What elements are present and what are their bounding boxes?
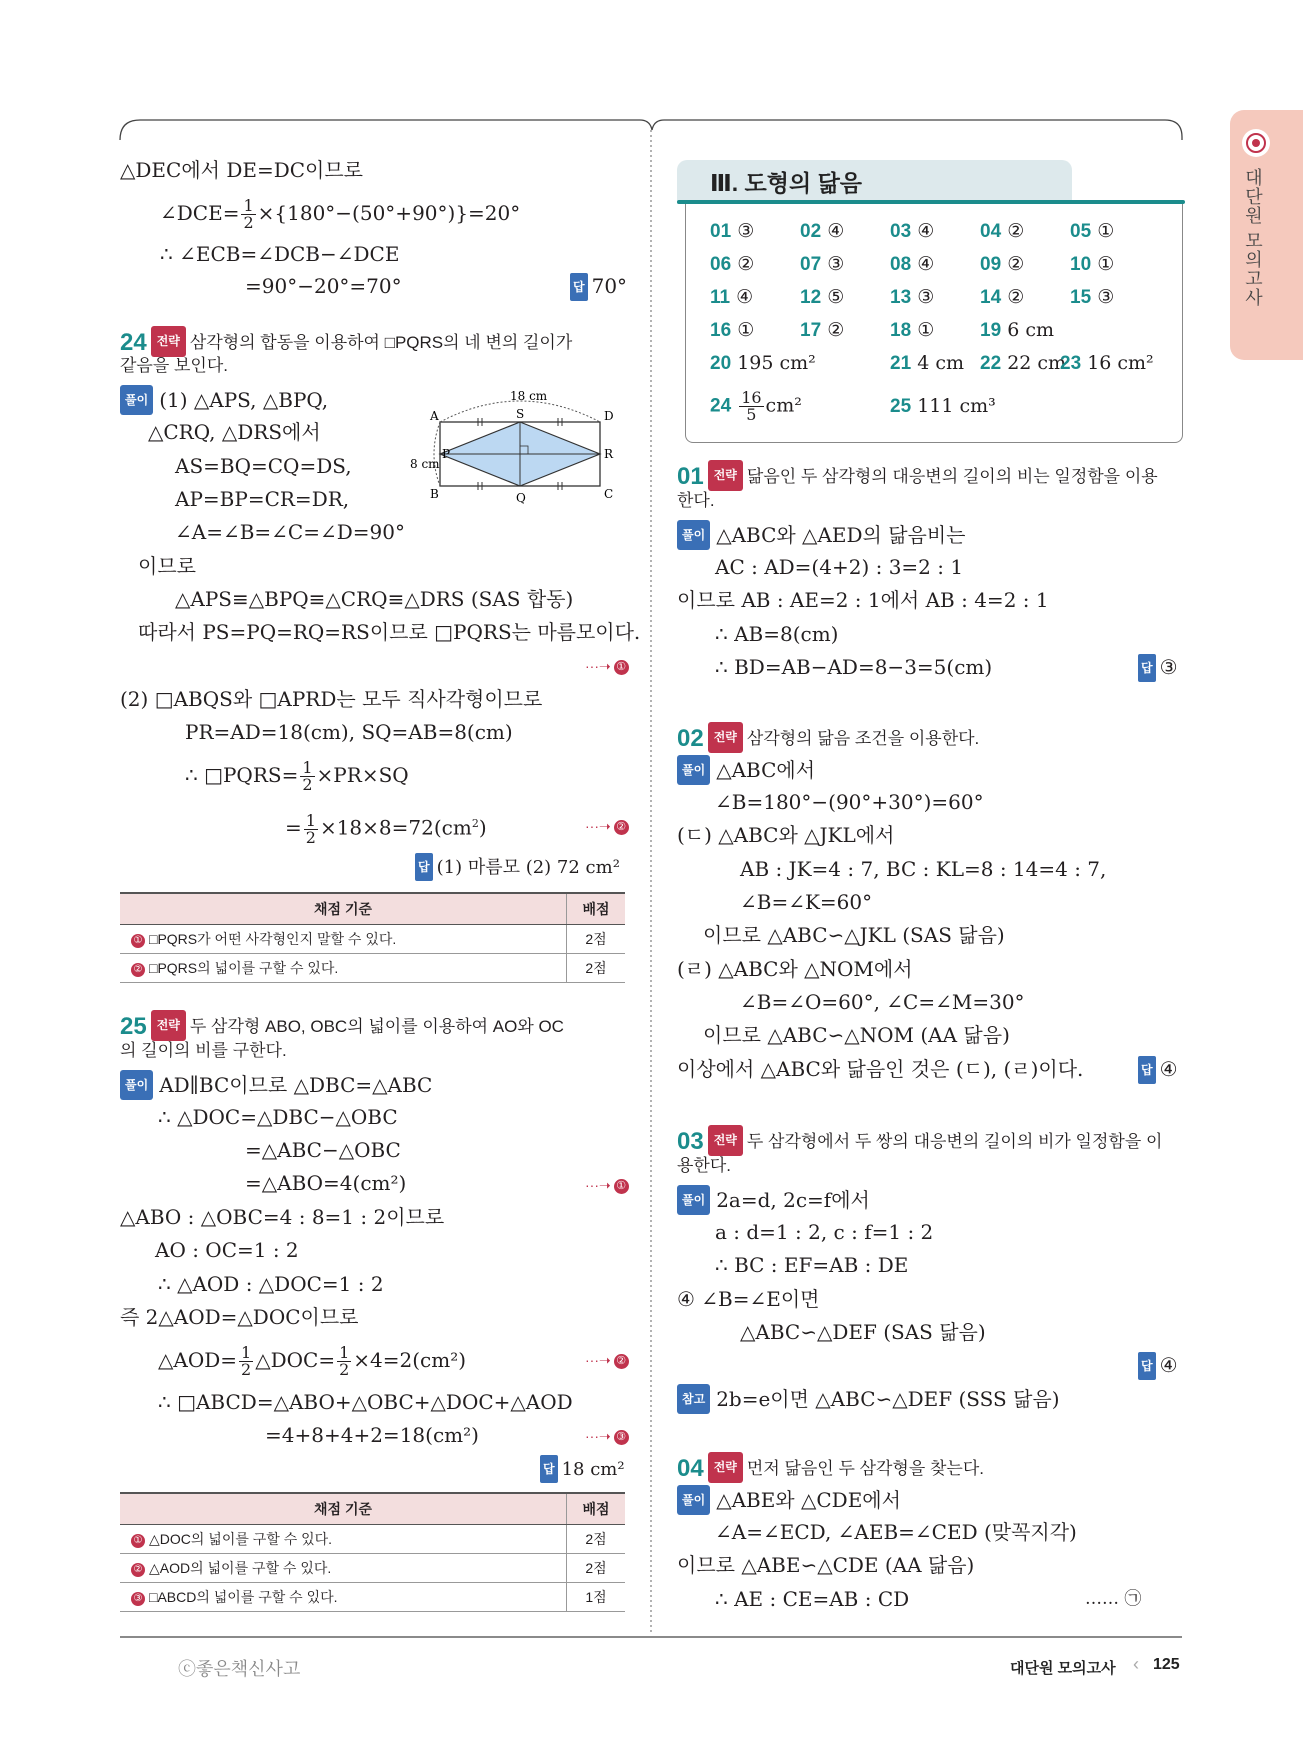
q01-line-5: ∴ BD=AB−AD=8−3=5(cm) — [715, 655, 993, 679]
q25-score-table: 채점 기준 배점 ① △DOC의 넓이를 구할 수 있다. 2점 ② △AOD의 넓이를 구할 수 있다. 2점 ③ □ABCD의 넓이를 구할 수 있다. 1점 — [120, 1492, 625, 1612]
q04-line-1: 풀이 △ABE와 △CDE에서 — [677, 1485, 901, 1515]
answer-q02: 답 ④ — [1138, 1055, 1178, 1084]
q01-strategy-2: 한다. — [677, 491, 715, 510]
mark-1: ···➝ ① — [585, 658, 629, 675]
table-row: ③ □ABCD의 넓이를 구할 수 있다. 1점 — [120, 1583, 625, 1612]
answer-25: 답 18 cm² — [540, 1455, 625, 1484]
footer-section: 대단원 모의고사 — [1010, 1660, 1116, 1677]
answer-item: 13 ③ — [890, 286, 935, 308]
answer-item: 03 ④ — [890, 220, 935, 242]
q25-line-9: △AOD= $\frac{1}{2}$ △DOC= $\frac{1}{2}$ ×4=2(cm²) — [158, 1343, 467, 1379]
q25-line-5: △ABO : △OBC=4 : 8=1 : 2이므로 — [120, 1205, 445, 1229]
q01-line-2: AC : AD=(4+2) : 3=2 : 1 — [715, 555, 964, 579]
q24-line-5: ∠A=∠B=∠C=∠D=90° — [175, 520, 405, 544]
q24-line-12: = $\frac{1}{2}$ $\times 18\times 8=72(cm^2)$ — [285, 810, 487, 847]
q02-line-6: 이므로 △ABC∽△JKL (SAS 닮음) — [703, 923, 1005, 947]
copyright: ⓒ좋은책신사고 — [178, 1659, 301, 1679]
section-title: Ⅲ. 도형의 닮음 — [710, 170, 863, 196]
q25-line-4: =△ABO=4(cm²) — [245, 1171, 407, 1195]
q25-line-11: =4+8+4+2=18(cm²) — [265, 1423, 479, 1447]
q01-header: 01 전략 닮음인 두 삼각형의 대응변의 길이의 비는 일정함을 이용 — [677, 460, 1158, 491]
q24-line-4: AP=BP=CR=DR, — [175, 487, 350, 511]
answer-24: 답 (1) 마름모 (2) 72 cm² — [415, 853, 620, 882]
intro-line-1: △DEC에서 DE=DC이므로 — [120, 158, 364, 182]
fig-side: 8 cm — [410, 457, 440, 471]
mark-2b: ···➝ ② — [585, 1352, 629, 1369]
q03-header: 03 전략 두 삼각형에서 두 쌍의 대응변의 길이의 비가 일정함을 이 — [677, 1125, 1162, 1156]
answer-item: 05 ① — [1070, 220, 1115, 242]
answer-item: 06 ② — [710, 253, 755, 275]
fig-R: R — [604, 447, 614, 461]
mark-1b: ···➝ ① — [585, 1177, 629, 1194]
answer-q01: 답 ③ — [1138, 653, 1178, 682]
answer-item: 22 22 cm — [980, 352, 1067, 374]
q25-line-6: AO : OC=1 : 2 — [155, 1238, 299, 1262]
sidebar-tab-label: 대단원 모의고사 — [1243, 168, 1263, 308]
answer-item: 23 16 cm² — [1060, 352, 1154, 374]
q24-line-11: ∴ □PQRS= $\frac{1}{2}$ ×PR×SQ — [185, 758, 409, 794]
q24-line-6: 이므로 — [138, 554, 196, 578]
answer-23: 답 70° — [570, 272, 627, 301]
answer-item: 21 4 cm — [890, 352, 964, 374]
answer-item: 10 ① — [1070, 253, 1115, 275]
table-row: ② □PQRS의 넓이를 구할 수 있다. 2점 — [120, 954, 625, 983]
answer-item: 16 ① — [710, 319, 755, 341]
fig-D: D — [604, 409, 614, 423]
q24-score-table: 채점 기준 배점 ① □PQRS가 어떤 사각형인지 말할 수 있다. 2점 ② □PQRS의 넓이를 구할 수 있다. 2점 — [120, 892, 625, 983]
fig-A: A — [430, 409, 439, 423]
q01-line-3: 이므로 AB : AE=2 : 1에서 AB : 4=2 : 1 — [677, 588, 1049, 612]
q03-line-4: ④ ∠B=∠E이면 — [677, 1287, 820, 1311]
q25-line-1: 풀이 AD∥BC이므로 △DBC=△ABC — [120, 1070, 432, 1100]
q25-line-2: ∴ △DOC=△DBC−△OBC — [158, 1105, 398, 1129]
q25-header: 25 전략 두 삼각형 ABO, OBC의 넓이를 이용하여 AO와 OC — [120, 1010, 564, 1041]
q25-line-8: 즉 2△AOD=△DOC이므로 — [120, 1305, 359, 1329]
page-number: 125 — [1153, 1656, 1180, 1673]
answer-item: 08 ④ — [890, 253, 935, 275]
q02-line-9: 이므로 △ABC∽△NOM (AA 닮음) — [703, 1023, 1010, 1047]
table-row: ① △DOC의 넓이를 구할 수 있다. 2점 — [120, 1525, 625, 1554]
q03-line-1: 풀이 2a=d, 2c=f에서 — [677, 1185, 870, 1215]
q02-line-5: ∠B=∠K=60° — [740, 890, 873, 914]
fig-C: C — [604, 487, 614, 501]
answer-q03: 답 ④ — [1138, 1351, 1178, 1380]
q02-line-2: ∠B=180°−(90°+30°)=60° — [715, 790, 984, 814]
q02-line-10: 이상에서 △ABC와 닮음인 것은 (ㄷ), (ㄹ)이다. — [677, 1057, 1084, 1081]
q04-header: 04 전략 먼저 닮음인 두 삼각형을 찾는다. — [677, 1452, 984, 1483]
rectangle-rhombus-figure — [410, 388, 630, 508]
mark-2: ···➝ ② — [585, 818, 629, 835]
answer-item: 17 ② — [800, 319, 845, 341]
fig-Q: Q — [516, 491, 526, 505]
q24-line-8: 따라서 PS=PQ=RQ=RS이므로 □PQRS는 마름모이다. — [138, 620, 641, 644]
q04-line-4: ∴ AE : CE=AB : CD — [715, 1587, 910, 1611]
q02-line-1: 풀이 △ABC에서 — [677, 755, 815, 785]
q03-line-5: △ABC∽△DEF (SAS 닮음) — [740, 1320, 986, 1344]
fraction: $\frac{1}{2}$ — [243, 196, 254, 232]
q24-header: 24 전략 삼각형의 합동을 이용하여 □PQRS의 네 변의 길이가 — [120, 326, 572, 357]
q03-strategy-2: 용한다. — [677, 1156, 731, 1175]
answer-item: 20 195 cm² — [710, 352, 816, 374]
answer-item: 12 ⑤ — [800, 286, 845, 308]
answer-25-grid: 25 111 cm³ — [890, 395, 996, 417]
q24-strategy-2: 같음을 보인다. — [120, 356, 228, 375]
q02-line-8: ∠B=∠O=60°, ∠C=∠M=30° — [740, 990, 1025, 1014]
q02-header: 02 전략 삼각형의 닮음 조건을 이용한다. — [677, 722, 979, 753]
q24-line-9: (2) □ABQS와 □APRD는 모두 직사각형이므로 — [120, 687, 543, 711]
answer-item: 09 ② — [980, 253, 1025, 275]
q01-line-1: 풀이 △ABC와 △AED의 닮음비는 — [677, 520, 965, 550]
answer-item: 07 ③ — [800, 253, 845, 275]
q04-line-3: 이므로 △ABE∽△CDE (AA 닮음) — [677, 1553, 975, 1577]
answer-24-grid: 24 $\frac{16}{5}$ cm² — [710, 388, 802, 424]
answer-item: 15 ③ — [1070, 286, 1115, 308]
q03-line-2: a : d=1 : 2, c : f=1 : 2 — [715, 1220, 934, 1244]
answer-item: 14 ② — [980, 286, 1025, 308]
answer-item: 19 6 cm — [980, 319, 1054, 341]
q25-line-7: ∴ △AOD : △DOC=1 : 2 — [158, 1272, 384, 1296]
table-row: ② △AOD의 넓이를 구할 수 있다. 2점 — [120, 1554, 625, 1583]
mark-3: ···➝ ③ — [585, 1428, 629, 1445]
q02-line-3: (ㄷ) △ABC와 △JKL에서 — [677, 823, 895, 847]
q24-line-3: AS=BQ=CQ=DS, — [175, 454, 352, 478]
chevron-left-icon: ‹ — [1133, 1654, 1139, 1674]
q03-line-3: ∴ BC : EF=AB : DE — [715, 1253, 909, 1277]
fig-B: B — [430, 487, 439, 501]
intro-line-4: =90°−20°=70° — [245, 274, 402, 298]
answer-item: 01 ③ — [710, 220, 755, 242]
q04-marker: …… ㉠ — [1085, 1589, 1142, 1609]
answer-item: 04 ② — [980, 220, 1025, 242]
q25-line-3: =△ABC−△OBC — [245, 1138, 401, 1162]
q25-strategy-2: 의 길이의 비를 구한다. — [120, 1041, 287, 1060]
q04-line-2: ∠A=∠ECD, ∠AEB=∠CED (맞꼭지각) — [715, 1520, 1077, 1544]
intro-line-3: ∴ ∠ECB=∠DCB−∠DCE — [160, 242, 400, 266]
q01-line-4: ∴ AB=8(cm) — [715, 622, 839, 646]
q24-line-7: △APS≡△BPQ≡△CRQ≡△DRS (SAS 합동) — [175, 587, 574, 611]
q02-line-4: AB : JK=4 : 7, BC : KL=8 : 14=4 : 7, — [740, 857, 1107, 881]
q02-line-7: (ㄹ) △ABC와 △NOM에서 — [677, 957, 913, 981]
fig-P: P — [442, 447, 451, 461]
fig-top: 18 cm — [510, 389, 548, 403]
q03-ref: 참고 2b=e이면 △ABC∽△DEF (SSS 닮음) — [677, 1384, 1060, 1414]
intro-line-2: ∠DCE= $\frac{1}{2}$ ×{180°−(50°+90°)}=20° — [160, 196, 521, 232]
table-row: ① □PQRS가 어떤 사각형인지 말할 수 있다. 2점 — [120, 925, 625, 954]
answer-item: 18 ① — [890, 319, 935, 341]
q24-line-1: 풀이 (1) △APS, △BPQ, — [120, 385, 328, 415]
fig-S: S — [516, 407, 525, 421]
q24-line-2: △CRQ, △DRS에서 — [148, 420, 321, 444]
q25-line-10: ∴ □ABCD=△ABO+△OBC+△DOC+△AOD — [158, 1390, 573, 1414]
answer-item: 02 ④ — [800, 220, 845, 242]
answer-item: 11 ④ — [710, 286, 754, 308]
q24-line-10: PR=AD=18(cm), SQ=AB=8(cm) — [185, 720, 513, 744]
